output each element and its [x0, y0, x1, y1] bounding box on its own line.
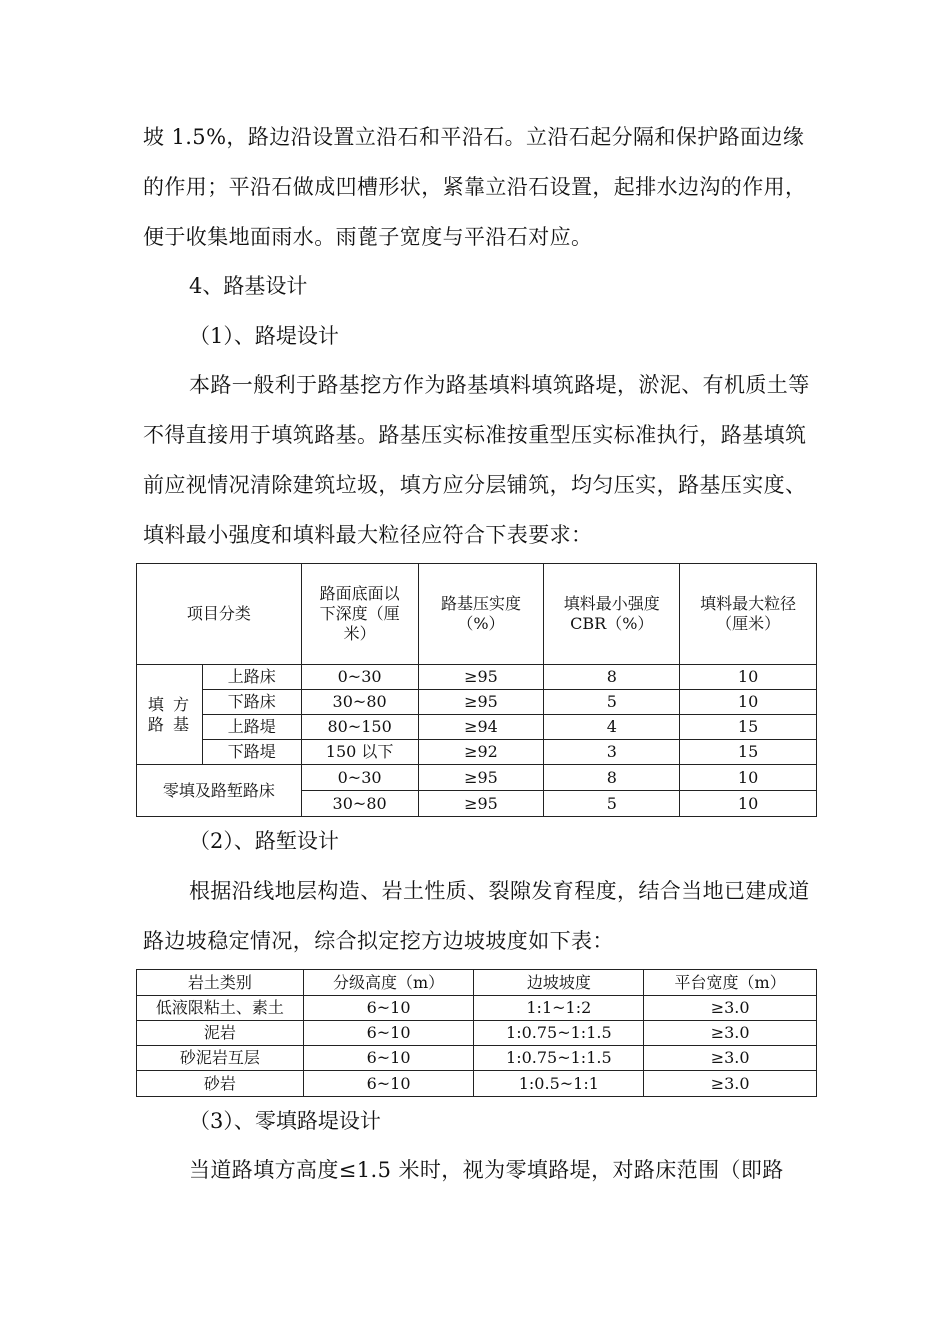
heading-zero-fill-embankment: （3）、零填路堤设计 [189, 1109, 381, 1133]
table-row [137, 715, 817, 740]
row-soil-type: 砂岩 [137, 1071, 304, 1097]
table-row [137, 765, 817, 791]
row-compaction: ≥95 [418, 791, 544, 817]
table-row [137, 1046, 817, 1071]
paragraph-curb: 坡 1.5%，路边沿设置立沿石和平沿石。立沿石起分隔和保护路面边缘的作用；平沿石做成凹槽形状，紧靠立沿石设置，起排水边沟的作用，便于收集地面雨水。雨蓖子宽度与平沿石对应。 [143, 125, 807, 249]
row-soil-type: 泥岩 [137, 1021, 304, 1046]
table-row [137, 996, 817, 1021]
row-slope-ratio: 1:0.75~1:1.5 [474, 1021, 644, 1046]
heading-cutting-design: （2）、路堑设计 [189, 829, 339, 853]
row-slope-ratio: 1:0.5~1:1 [474, 1071, 644, 1097]
row-max-size: 10 [680, 665, 817, 690]
header-max-size: 填料最大粒径（厘米） [680, 564, 817, 665]
header-grade-height: 分级高度（m） [303, 970, 474, 996]
group-fill-subgrade: 填 方 路 基 [137, 665, 203, 765]
row-grade-height: 6~10 [303, 1046, 474, 1071]
table-header-row [137, 564, 817, 665]
row-soil-type: 砂泥岩互层 [137, 1046, 304, 1071]
paragraph-zero-fill: 当道路填方高度≤1.5 米时，视为零填路堤，对路床范围（即路 [189, 1158, 784, 1182]
row-grade-height: 6~10 [303, 1021, 474, 1046]
row-subcategory: 上路堤 [202, 715, 301, 740]
header-platform-width: 平台宽度（m） [644, 970, 817, 996]
table-row [137, 1071, 817, 1097]
row-subcategory: 上路床 [202, 665, 301, 690]
row-depth: 0~30 [301, 765, 418, 791]
paragraph-embankment: 本路一般利于路基挖方作为路基填料填筑路堤，淤泥、有机质土等不得直接用于填筑路基。路基压实标准按重型压实标准执行，路基填筑前应视情况清除建筑垃圾，填方应分层铺筑，均匀压实，路基压实度、填料最小强度和填料最大粒径应符合下表要求： [143, 373, 810, 547]
table-header-row [137, 970, 817, 996]
row-compaction: ≥94 [418, 715, 544, 740]
row-depth: 150 以下 [301, 740, 418, 765]
group-zero-fill-cutting: 零填及路堑路床 [137, 765, 302, 817]
header-category: 项目分类 [137, 564, 302, 665]
row-max-size: 10 [680, 690, 817, 715]
row-cbr: 3 [544, 740, 680, 765]
row-max-size: 10 [680, 765, 817, 791]
row-slope-ratio: 1:1~1:2 [474, 996, 644, 1021]
header-slope-ratio: 边坡坡度 [474, 970, 644, 996]
row-subcategory: 下路床 [202, 690, 301, 715]
row-cbr: 5 [544, 690, 680, 715]
row-cbr: 8 [544, 765, 680, 791]
heading-subgrade-design: 4、路基设计 [189, 274, 308, 298]
row-cbr: 5 [544, 791, 680, 817]
row-cbr: 4 [544, 715, 680, 740]
row-max-size: 15 [680, 715, 817, 740]
row-depth: 30~80 [301, 791, 418, 817]
row-slope-ratio: 1:0.75~1:1.5 [474, 1046, 644, 1071]
header-compaction: 路基压实度（%） [418, 564, 544, 665]
row-depth: 80~150 [301, 715, 418, 740]
compaction-table [136, 563, 817, 817]
row-cbr: 8 [544, 665, 680, 690]
row-compaction: ≥95 [418, 765, 544, 791]
row-soil-type: 低液限粘土、素土 [137, 996, 304, 1021]
table-row [137, 740, 817, 765]
table-row [137, 690, 817, 715]
table-row [137, 1021, 817, 1046]
row-max-size: 15 [680, 740, 817, 765]
header-depth: 路面底面以下深度（厘米） [301, 564, 418, 665]
row-compaction: ≥95 [418, 690, 544, 715]
heading-embankment-design: （1）、路堤设计 [189, 324, 339, 348]
row-grade-height: 6~10 [303, 996, 474, 1021]
row-depth: 0~30 [301, 665, 418, 690]
paragraph-cutting: 根据沿线地层构造、岩土性质、裂隙发育程度，结合当地已建成道路边坡稳定情况，综合拟定挖方边坡坡度如下表： [143, 879, 810, 953]
row-platform-width: ≥3.0 [644, 1046, 817, 1071]
slope-table [136, 969, 817, 1097]
row-compaction: ≥95 [418, 665, 544, 690]
row-subcategory: 下路堤 [202, 740, 301, 765]
row-compaction: ≥92 [418, 740, 544, 765]
row-platform-width: ≥3.0 [644, 996, 817, 1021]
row-depth: 30~80 [301, 690, 418, 715]
row-platform-width: ≥3.0 [644, 1071, 817, 1097]
table-row [137, 665, 817, 690]
row-max-size: 10 [680, 791, 817, 817]
row-grade-height: 6~10 [303, 1071, 474, 1097]
header-soil-type: 岩土类别 [137, 970, 304, 996]
row-platform-width: ≥3.0 [644, 1021, 817, 1046]
header-cbr: 填料最小强度CBR（%） [544, 564, 680, 665]
